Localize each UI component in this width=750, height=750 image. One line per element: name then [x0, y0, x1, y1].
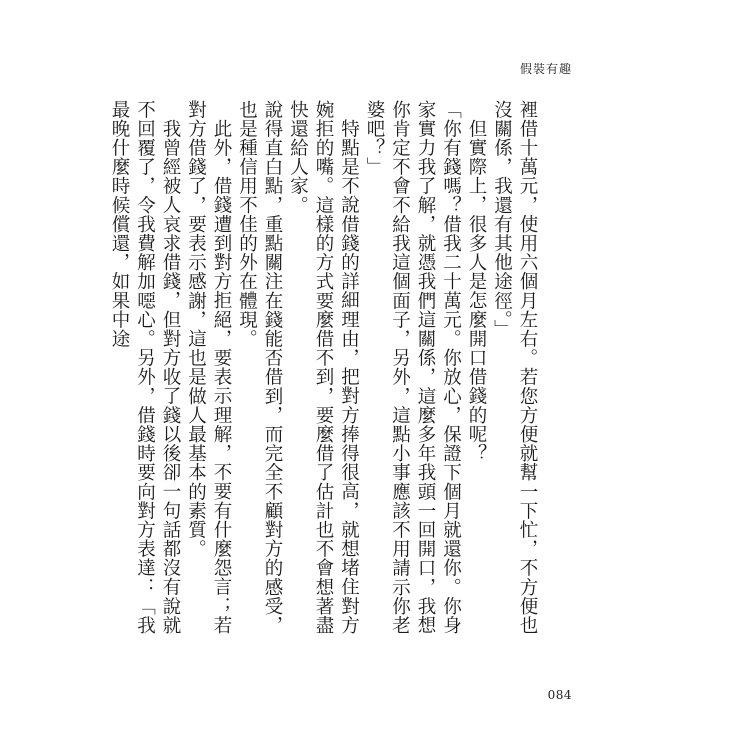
paragraph: 「你有錢嗎？借我二十萬元。你放心，保證下個月就還你。你身家實力我了解，就憑我們這關係，這麼多年我頭一回開口，我想你肯定不會不給我這個面子，另外，這點小事應該不用請示你老婆吧？」	[364, 100, 462, 635]
paragraph: 但實際上，很多人是怎麼開口借錢的呢？	[466, 118, 487, 463]
paragraph: 裡借十萬元，使用六個月左右。若您方便就幫一下忙，不方便也沒關係，我還有其他途徑。」	[491, 100, 538, 635]
vertical-body-text	[107, 100, 541, 650]
page-number: 084	[547, 688, 572, 702]
paragraph: 特點是不說借錢的詳細理由，把對方捧得很高，就想堵住對方婉拒的嘴。這樣的方式要麼借不到，要麼借了估計也不會想著盡快還給人家。	[287, 100, 360, 635]
paragraph: 說得直白點，重點關注在錢能否借到，而完全不顧對方的感受，也是種信用不佳的外在體現。	[236, 100, 283, 635]
paragraph: 我曾經被人哀求借錢，但對方收了錢以後卻一句話都沒有說就不回覆了，令我費解加噁心。另外，借錢時要向對方表達：「我最晚什麼時候償還，如果中途	[109, 100, 181, 635]
running-title: 假裝有趣	[519, 62, 572, 76]
paragraph: 此外，借錢遭到對方拒絕，要表示理解，不要有什麼怨言；若對方借錢了，要表示感謝，這也是做人最基本的素質。	[185, 100, 232, 635]
